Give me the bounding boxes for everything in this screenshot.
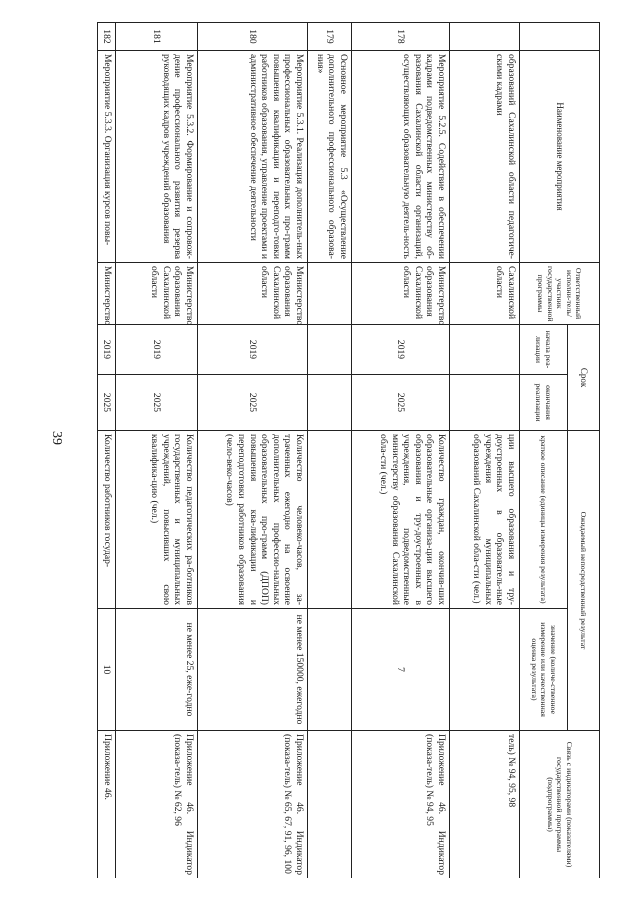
- row-value: не менее 25, еже-годно: [116, 609, 198, 731]
- row-value: [450, 609, 520, 731]
- row-executor: Министерство образования Сахалинской области: [352, 263, 450, 325]
- row-end: [308, 375, 352, 431]
- row-link: Приложение 46. Индикатор (показа-тель) № 62, 96: [116, 731, 198, 878]
- header-result-value: значение (количе-ственное измерение или качественная оценка результата): [520, 609, 568, 731]
- row-link: тель) № 94, 95, 98: [450, 731, 520, 878]
- row-name: Мероприятие 5.3.1. Реализация дополнитель-ных профессиональных образовательных про-грамм повышения квалификации и переподго-товки работников образования, управление проектами и административное обеспечение деятельности: [198, 51, 308, 263]
- header-term-start: начала реа-лизации: [520, 325, 568, 375]
- row-desc: Количество граждан, окончив-ших образовательные организа-ции высшего образования и тру-доустроенных в учреждения, подведомственные министерству образования Сахалинской обла-сти (чел.): [352, 431, 450, 609]
- header-name: Наименование мероприятия: [520, 51, 600, 263]
- row-executor: [308, 263, 352, 325]
- row-link: Приложение 46.: [98, 731, 116, 878]
- row-desc: Количество педагогических ра-ботников государственных и муниципальных учреждений, повысивших свою квалифика-цию (чел.): [116, 431, 198, 609]
- row-start: [450, 325, 520, 375]
- row-value: 7: [352, 609, 450, 731]
- header-link: Связь с индикаторами (показателями) государственной программы (подпрограммы): [520, 731, 600, 878]
- row-end: 2025: [198, 375, 308, 431]
- row-executor: Сахалинской области: [450, 263, 520, 325]
- header-row-1: [568, 23, 600, 879]
- row-desc: [308, 431, 352, 609]
- header-num: [520, 23, 600, 51]
- row-start: 2019: [98, 325, 116, 375]
- row-link: Приложение 46. Индикатор (показа-тель) № 94, 95: [352, 731, 450, 878]
- row-num: 180: [198, 23, 308, 51]
- rotated-table-container: [95, 22, 600, 878]
- row-end: 2025: [116, 375, 198, 431]
- table-row: [308, 23, 352, 879]
- row-desc: Количество человеко-часов, за-траченных ежегодно на освоение дополнительных профессио-нальных образовательных про-грамм (ДПОП) повышения ква-лификации и переподготовки работников образования (чело-веко-часов): [198, 431, 308, 609]
- table-row: [116, 23, 198, 879]
- row-value: [308, 609, 352, 731]
- header-term-end: окончания реализации: [520, 375, 568, 431]
- page-number: 39: [49, 431, 64, 445]
- row-end: 2025: [352, 375, 450, 431]
- row-end: 2025: [98, 375, 116, 431]
- row-start: 2019: [116, 325, 198, 375]
- row-executor: Министерство образования Сахалинской области: [198, 263, 308, 325]
- row-value: не менее 150000, ежегодно: [198, 609, 308, 731]
- row-num: 181: [116, 23, 198, 51]
- row-start: [308, 325, 352, 375]
- row-end: [450, 375, 520, 431]
- row-start: 2019: [352, 325, 450, 375]
- row-value: 10: [98, 609, 116, 731]
- header-result-desc: краткое описание (единицы измерения результата): [520, 431, 568, 609]
- row-name: Мероприятие 5.3.2. Формирование и сопровож-дение профессионального развития резерва руководящих кадров учреждений образования: [116, 51, 198, 263]
- row-desc: Количество работников государ-: [98, 431, 116, 609]
- table-row: [352, 23, 450, 879]
- row-link: [308, 731, 352, 878]
- header-result: Ожидаемый непосредственный результат: [568, 431, 600, 731]
- header-executor: Ответственный исполни-тель/участник государственной программы: [520, 263, 600, 325]
- row-executor: Министерство: [98, 263, 116, 325]
- row-num: 179: [308, 23, 352, 51]
- row-executor: Министерство образования Сахалинской области: [116, 263, 198, 325]
- table-row: [98, 23, 116, 879]
- header-term: Срок: [568, 325, 600, 431]
- row-num: 182: [98, 23, 116, 51]
- row-start: 2019: [198, 325, 308, 375]
- row-num: 178: [352, 23, 450, 51]
- table-row: [450, 23, 520, 879]
- row-link: Приложение 46. Индикатор (показа-тель) № 65, 67, 91, 96, 100: [198, 731, 308, 878]
- row-num: [450, 23, 520, 51]
- row-name: Мероприятие 5.3.3. Организация курсов повы-: [98, 51, 116, 263]
- row-desc: ции высшего образования и тру-доустроенных в образователь-ные учреждения муниципальных образований Сахалинской обла-сти (чел.): [450, 431, 520, 609]
- activities-table: [97, 22, 600, 878]
- table-row: [198, 23, 308, 879]
- row-name: Мероприятие 5.2.5. Содействие в обеспечении кадрами подведомственных министерству об-разования Сахалинской области организаций, осуществляющих образовательную деятель-ность: [352, 51, 450, 263]
- rotated-page-area: [95, 22, 600, 878]
- row-name: Основное мероприятие 5.3 «Осуществление дополнительного профессионального образова-ния»: [308, 51, 352, 263]
- row-name: образований Сахалинской области педагогиче-скими кадрами: [450, 51, 520, 263]
